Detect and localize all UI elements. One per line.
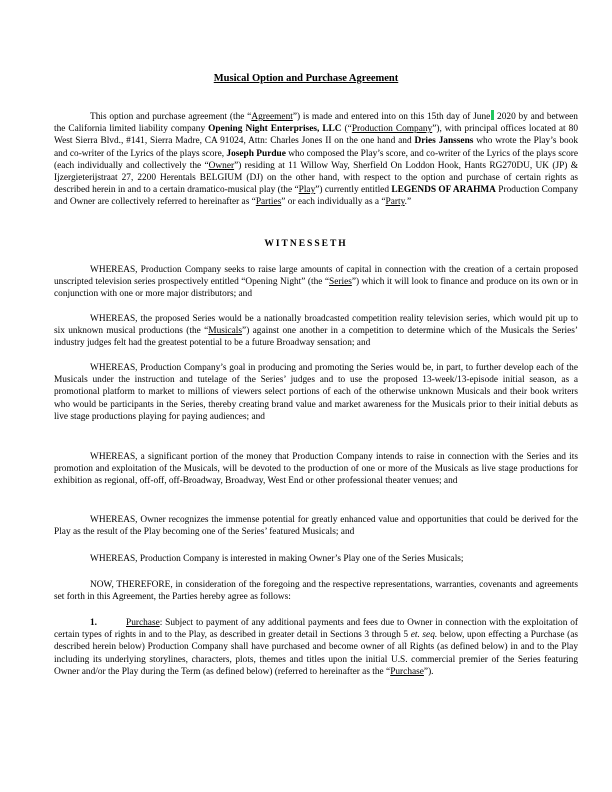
text-span: ”) against one another in a competition to determine which of the Musicals the Series’ industry judges felt had the greatest potential to be a future Broadway sensation; and <box>54 326 578 349</box>
defined-term-parties: Parties <box>255 197 282 208</box>
text-span: WHEREAS, the proposed Series would be a nationally broadcasted competition reality television series, which would pit up to six unknown musical productions (the “ <box>54 314 578 337</box>
text-span: (“ <box>341 124 352 135</box>
text-span: This option and purchase agreement (the “ <box>90 112 252 122</box>
play-title: LEGENDS OF ARAHMA <box>391 185 496 196</box>
now-therefore-paragraph: NOW, THEREFORE, in consideration of the foregoing and the respective representations, warranties, covenants and agreements set forth in this Agreement, the Parties hereby agree as follows: <box>54 580 578 603</box>
defined-term-series: Series <box>329 277 352 288</box>
text-span: who wrote the Play’s book and co-writer of the Lyrics of the plays score, <box>54 136 579 159</box>
party-name-joseph: Joseph Purdue <box>226 148 286 159</box>
party-name-dries: Dries Janssens <box>414 136 474 147</box>
whereas-paragraph-4: WHEREAS, a significant portion of the money that Production Company intends to raise in connection with the Series and its promotion and exploitation of the Musicals, will be devoted to the production of one or more of the Musicals as live stage productions for exhibition as regional, off-off, off-Broadway, Broadway, West End or other professional theater venues; and <box>54 452 578 487</box>
section-1-paragraph <box>54 617 578 678</box>
whereas-paragraph-5: WHEREAS, Owner recognizes the immense potential for greatly enhanced value and opportunities that could be derived for the Play as the result of the Play becoming one of the Series’ featured Musicals; and <box>54 515 578 538</box>
intro-paragraph <box>54 110 578 209</box>
text-span: below, upon effecting a Purchase (as described herein below) Production Company shall have purchased and become owner of all Rights (as defined below) in and to the Play including its underlying storylines, characters, plots, themes and titles upon the initial U.S. commercial premier of the Series featuring Owner and/or the Play during the Term (as defined below) (referred to hereinafter as the “ <box>54 630 578 677</box>
defined-term-agreement: Agreement <box>251 112 293 122</box>
company-name: Opening Night Enterprises, LLC <box>208 124 342 135</box>
defined-term-purchase: Purchase <box>390 666 424 677</box>
text-span: : Subject to payment of any additional payments and fees due to Owner in connection with the exploitation of certain types of rights in and to the Play, as described in greater detail in Sections 3 through 5 <box>54 618 578 641</box>
text-span: ”) which it will look to finance and produce on its own or in conjunction with one or more major distributors; and <box>54 277 578 300</box>
text-span: who composed the Play’s score, and co-writer of the Lyrics of the plays score (each individually and collectively the “ <box>54 148 579 171</box>
section-1-heading: Purchase <box>126 618 160 628</box>
defined-term-musicals: Musicals <box>208 326 243 337</box>
text-span: Production Company and Owner are collectively referred to hereinafter as “ <box>54 185 579 208</box>
whereas-paragraph-1 <box>54 264 578 301</box>
document-title: Musical Option and Purchase Agreement <box>213 73 399 84</box>
text-span: .” <box>404 197 412 208</box>
text-span: ”) currently entitled <box>315 185 392 196</box>
text-span: ”) residing at 11 Willow Way, Sherfield On Loddon Hook, Hants RG270DU, UK (JP) & Ijzergieterijstraat 27, 2200 Herentals BELGIUM (DJ) on the other hand, with respect to the option and purchase of certain rights as described herein in and to a certain dramatico-musical play (the “ <box>54 160 578 196</box>
defined-term-party: Party <box>385 197 405 208</box>
text-span: ”) is made and entered into on this 15th day of June <box>292 112 491 122</box>
whereas-paragraph-6: WHEREAS, Production Company is interested in making Owner’s Play one of the Series Musicals; <box>90 554 464 564</box>
witnesseth-heading: WITNESSETH <box>264 239 348 249</box>
defined-term-production-company: Production Company <box>351 124 433 135</box>
et-seq: et. seq. <box>410 630 438 641</box>
whereas-paragraph-2 <box>54 313 578 350</box>
section-1-number: 1. <box>90 618 98 628</box>
defined-term-owner: Owner <box>208 160 235 171</box>
defined-term-play: Play <box>298 185 316 196</box>
whereas-paragraph-3: WHEREAS, Production Company’s goal in producing and promoting the Series would be, in part, to further develop each of the Musicals under the instruction and tutelage of the Series’ judges and to use the proposed 13-week/13-episode initial season, as a promotional platform to market to millions of viewers select portions of each of the otherwise unknown Musicals and their book writers who would be participants in the Series, thereby creating brand value and market awareness for the Musicals prior to their initial debuts as live stage productions playing for paying audiences; and <box>54 363 578 422</box>
text-span: WHEREAS, Production Company seeks to raise large amounts of capital in connection with the creation of a certain proposed unscripted television series prospectively entitled “Opening Night” (the “ <box>54 265 578 288</box>
text-span: ”). <box>423 666 434 677</box>
text-span: 2020 by and between the California limited liability company <box>54 112 578 135</box>
text-span: ” or each individually as a “ <box>281 197 386 208</box>
text-span: ”), with principal offices located at 80 West Sierra Blvd., #141, Sierra Madre, CA 91024, Attn: Charles Jones II on the one hand and <box>54 124 578 147</box>
